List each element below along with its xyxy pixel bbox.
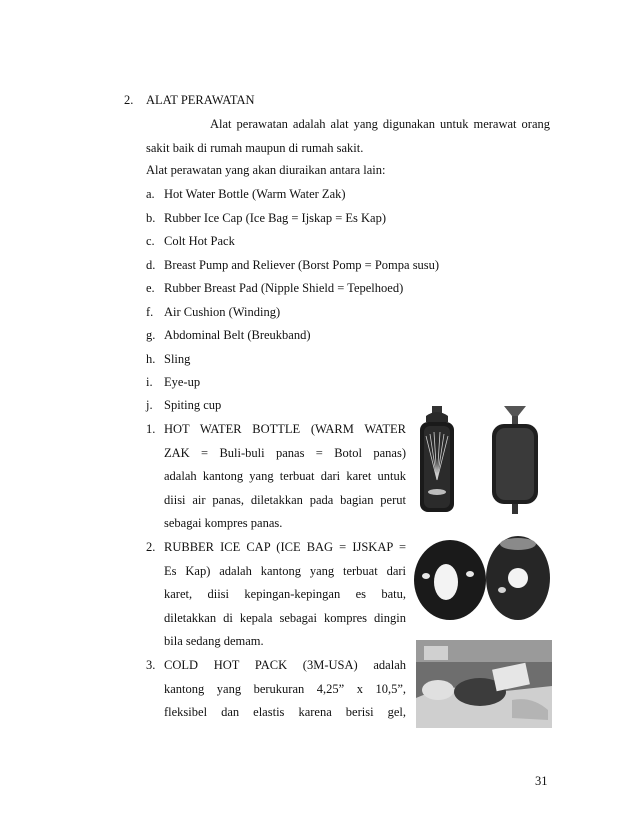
list-item-text: Abdominal Belt (Breukband) [164, 328, 311, 342]
list-item-text: Sling [164, 352, 191, 366]
item-text-line: sebagai kompres panas. [164, 516, 283, 530]
page-number: 31 [535, 774, 548, 788]
item-text-line: Es Kap) adalah kantong yang terbuat dari [164, 564, 406, 578]
item-text-line: RUBBER ICE CAP (ICE BAG = IJSKAP = [164, 540, 406, 554]
item-text-line: diisi air panas, diletakkan pada bagian perut [164, 493, 406, 507]
item-text-line: adalah kantong yang terbuat dari karet untuk [164, 469, 406, 483]
ice-cap-right [486, 536, 550, 620]
hot-water-bottle-figure [418, 402, 550, 518]
bottle-left [420, 406, 454, 512]
item-number: 1. [146, 422, 156, 436]
item-text-line: karet, diisi kepingan-kepingan es batu, [164, 587, 406, 601]
list-item-marker: g. [146, 328, 156, 342]
ice-cap-left [414, 540, 486, 620]
item-text-line: fleksibel dan elastis karena berisi gel, [164, 705, 406, 719]
list-item-text: Air Cushion (Winding) [164, 305, 281, 319]
list-item-text: Breast Pump and Reliever (Borst Pomp = Pompa susu) [164, 258, 440, 272]
section-title: ALAT PERAWATAN [146, 93, 255, 107]
intro-line-1: Alat perawatan adalah alat yang digunakan untuk merawat orang [210, 117, 550, 131]
list-item-marker: c. [146, 234, 155, 248]
cold-hot-pack-photo [416, 640, 552, 728]
list-item-marker: f. [146, 305, 154, 319]
list-item-marker: d. [146, 258, 156, 272]
intro-line-2: sakit baik di rumah maupun di rumah sakit. [146, 141, 364, 155]
list-item-marker: b. [146, 211, 156, 225]
list-item-text: Spiting cup [164, 398, 222, 412]
list-item-marker: h. [146, 352, 156, 366]
item-text-line: COLD HOT PACK (3M-USA) adalah [164, 658, 406, 672]
bottle-right [492, 406, 538, 514]
hot-water-bottle-illustration [418, 402, 550, 518]
list-item-text: Rubber Breast Pad (Nipple Shield = Tepelhoed) [164, 281, 404, 295]
list-item-marker: e. [146, 281, 155, 295]
ice-cap-illustration [412, 530, 552, 626]
list-item-text: Colt Hot Pack [164, 234, 235, 248]
list-item-text: Eye-up [164, 375, 201, 389]
ice-cap-figure [412, 530, 552, 626]
item-text-line: HOT WATER BOTTLE (WARM WATER [164, 422, 406, 436]
list-item-text: Hot Water Bottle (Warm Water Zak) [164, 187, 346, 201]
list-item-marker: a. [146, 187, 155, 201]
item-text-line: bila sedang demam. [164, 634, 264, 648]
item-text-line: diletakkan di kepala sebagai kompres dingin [164, 611, 406, 625]
list-item-marker: i. [146, 375, 153, 389]
list-item-text: Rubber Ice Cap (Ice Bag = Ijskap = Es Kap) [164, 211, 387, 225]
list-item-marker: j. [146, 398, 153, 412]
intro-line-3: Alat perawatan yang akan diuraikan antara lain: [146, 163, 386, 177]
item-text-line: ZAK = Buli-buli panas = Botol panas) [164, 446, 406, 460]
item-text-line: kantong yang berukuran 4,25” x 10,5”, [164, 682, 406, 696]
cold-hot-pack-illustration [416, 640, 552, 728]
item-number: 3. [146, 658, 156, 672]
section-number: 2. [124, 93, 134, 107]
item-number: 2. [146, 540, 156, 554]
